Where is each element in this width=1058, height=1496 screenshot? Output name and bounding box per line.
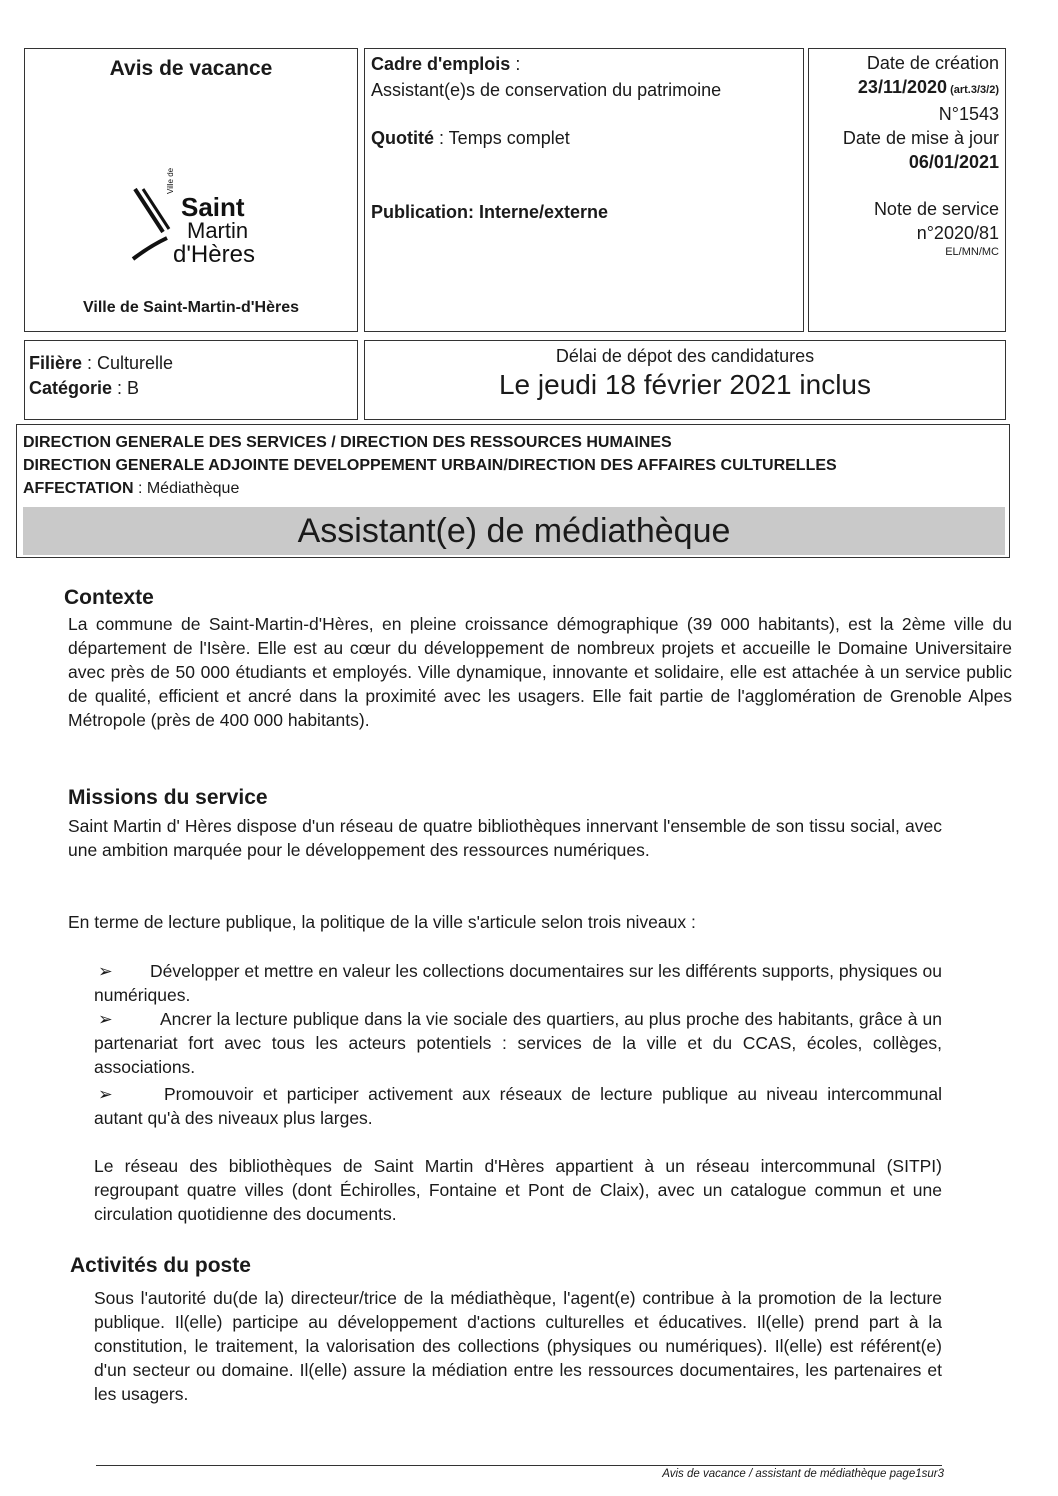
directions-lines	[23, 431, 837, 500]
date-creation-ref: (art.3/3/2)	[947, 84, 999, 96]
affectation-label: AFFECTATION	[23, 480, 134, 497]
header-cadre-cell	[364, 48, 804, 332]
bullet-text: Développer et mettre en valeur les collections documentaires sur les différents supports, physiques ou numériques.	[94, 961, 942, 1005]
categorie-label: Catégorie	[29, 378, 113, 398]
cadre-value: Assistant(e)s de conservation du patrimoine	[371, 80, 722, 100]
quotite-value: : Temps complet	[434, 128, 570, 148]
header-avis-cell	[24, 48, 358, 332]
note-initials: EL/MN/MC	[945, 246, 999, 258]
ville-label: Ville de Saint-Martin-d'Hères	[82, 299, 299, 316]
cadre-emplois	[371, 51, 721, 103]
bullet-text: Ancrer la lecture publique dans la vie sociale des quartiers, au plus proche des habitants, grâce à un partenariat fort avec tous les acteurs potentiels : services de la ville et du CCAS, écoles, collèges, associations.	[94, 1009, 942, 1077]
filiere-value: : Culturelle	[82, 353, 174, 373]
publication: Publication: Interne/externe	[371, 202, 609, 222]
missions-text: Saint Martin d' Hères dispose d'un réseau de quatre bibliothèques innervant l'ensemble de son tissu social, avec une ambition marquée pour le développement des ressources numériques.	[68, 816, 942, 860]
logo-text-saint: Saint	[181, 192, 245, 222]
filiere-label: Filière	[29, 353, 83, 373]
saint-martin-dheres-logo	[105, 134, 275, 304]
note-value: n°2020/81	[916, 223, 999, 243]
date-maj-label: Date de mise à jour	[842, 128, 999, 148]
note-service	[874, 197, 999, 259]
activites-heading: Activités du poste	[70, 1254, 251, 1277]
filiere-cell	[24, 340, 358, 420]
date-creation	[843, 51, 999, 174]
affectation	[23, 477, 837, 500]
missions-heading: Missions du service	[68, 786, 268, 809]
affectation-value: : Médiathèque	[133, 480, 240, 497]
delai-cell	[364, 340, 1006, 420]
job-title: Assistant(e) de médiathèque	[23, 507, 1005, 555]
date-creation-value: 23/11/2020	[857, 77, 948, 97]
cadre-label: Cadre d'emplois	[371, 54, 511, 74]
avis-title: Avis de vacance	[109, 57, 273, 80]
delai-date: Le jeudi 18 février 2021 inclus	[498, 369, 871, 400]
quotite	[371, 125, 570, 151]
directions-block	[16, 424, 1010, 558]
missions-intro: En terme de lecture publique, la politique de la ville s'articule selon trois niveaux :	[68, 912, 696, 932]
categorie-value: : B	[112, 378, 140, 398]
contexte-text: La commune de Saint-Martin-d'Hères, en pleine croissance démographique (39 000 habitants), est la 2ème ville du département de l'Isère. Elle est au cœur du développement de nombreux projets et accueille le Domaine Universitaire avec près de 50 000 étudiants et employés. Ville dynamique, innovante et solidaire, elle est attachée à un service public de qualité, efficient et ancré dans la proximité avec les usagers. Elle fait partie de l'agglomération de Grenoble Alpes Métropole (près de 400 000 habitants).	[68, 614, 1012, 730]
mission-bullet-2	[94, 1007, 942, 1079]
filiere-block	[29, 351, 173, 401]
logo-text-martin: Martin	[187, 218, 249, 243]
date-maj-value: 06/01/2021	[908, 152, 999, 172]
activites-text: Sous l'autorité du(de la) directeur/trice de la médiathèque, l'agent(e) contribue à la promotion de la lecture publique. Il(elle) participe au développement d'actions culturelles et éducatives. Il(elle) prend part à la constitution, le traitement, la valorisation des collections (physiques ou numériques). Il(elle) est référent(e) d'un secteur ou domaine. Il(elle) assure la médiation entre les ressources documentaires, les partenaires et les usagers.	[94, 1288, 942, 1404]
arrow-bullet-icon: ➢	[98, 961, 113, 981]
numero: N°1543	[938, 104, 999, 124]
direction-line-1: DIRECTION GENERALE DES SERVICES / DIRECTION DES RESSOURCES HUMAINES	[23, 434, 672, 451]
logo-text-dheres: d'Hères	[173, 241, 255, 268]
delai-label: Délai de dépot des candidatures	[555, 346, 815, 366]
header-date-cell	[808, 48, 1006, 332]
mission-bullet-1	[94, 959, 942, 1007]
reseau-text: Le réseau des bibliothèques de Saint Martin d'Hères appartient à un réseau intercommunal (SITPI) regroupant quatre villes (dont Échirolles, Fontaine et Pont de Claix), avec un catalogue commun et une circulation quotidienne des documents.	[94, 1156, 942, 1224]
arrow-bullet-icon: ➢	[98, 1009, 113, 1029]
date-creation-label: Date de création	[866, 53, 999, 73]
note-label: Note de service	[873, 199, 999, 219]
svg-text:Ville de: Ville de	[166, 167, 175, 194]
direction-line-2: DIRECTION GENERALE ADJOINTE DEVELOPPEMENT URBAIN/DIRECTION DES AFFAIRES CULTURELLES	[23, 457, 837, 474]
mission-bullet-3	[94, 1082, 942, 1130]
arrow-bullet-icon: ➢	[98, 1084, 113, 1104]
footer-page-info: Avis de vacance / assistant de médiathèque page1sur3	[662, 1468, 944, 1480]
contexte-heading: Contexte	[64, 586, 154, 609]
quotite-label: Quotité	[371, 128, 434, 148]
bullet-text: Promouvoir et participer activement aux réseaux de lecture publique au niveau intercommunal autant qu'à des niveaux plus larges.	[94, 1084, 942, 1128]
cadre-colon: :	[510, 54, 521, 74]
footer-divider	[96, 1465, 942, 1466]
